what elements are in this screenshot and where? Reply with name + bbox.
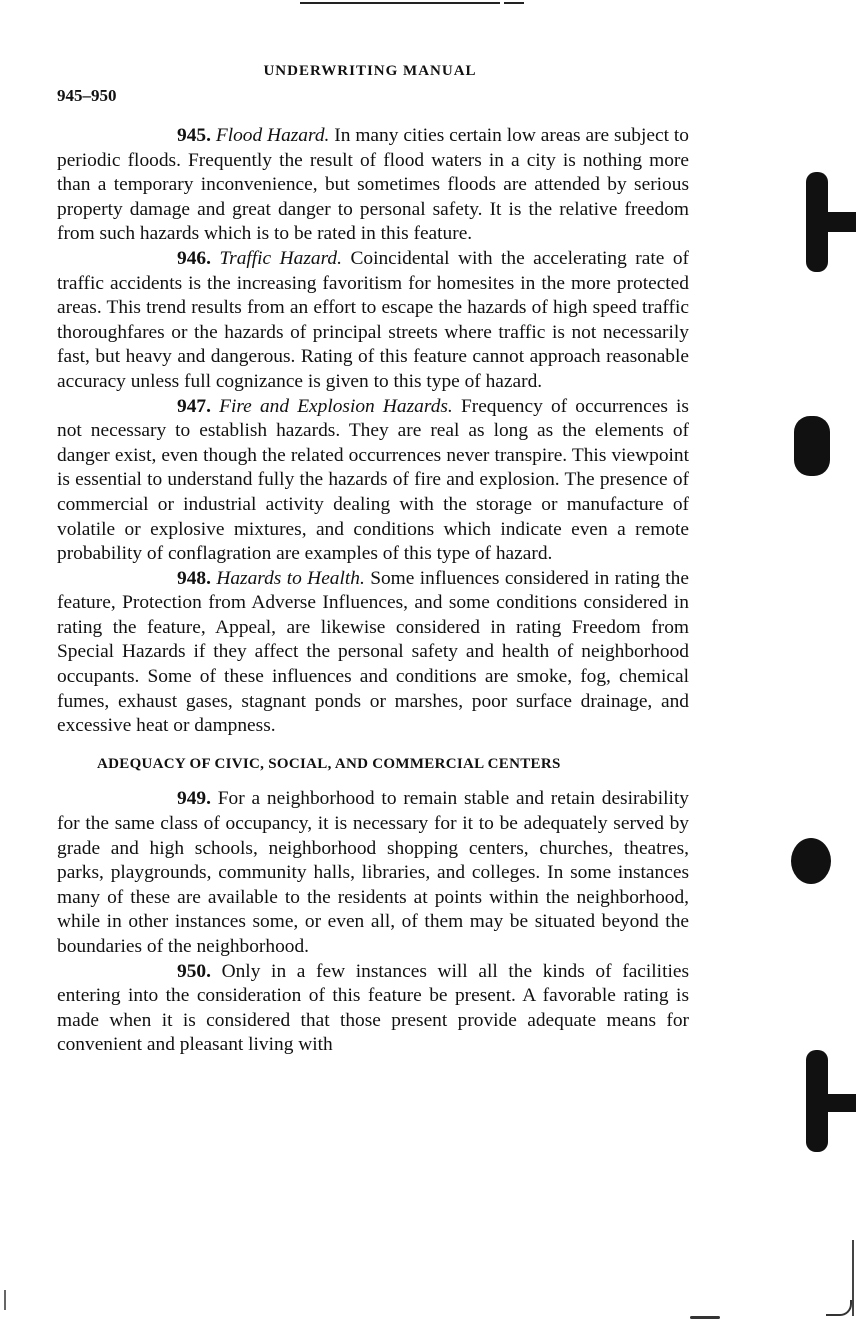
scan-artifact <box>690 1316 720 1319</box>
top-rule-short <box>504 2 524 4</box>
binder-mark <box>806 1050 828 1152</box>
paragraph-number: 949. <box>177 788 211 810</box>
paragraph-body: In many cities certain low areas are subject to periodic floods. Frequently the result of flood waters in a city is nothing more than a temporary inconvenience, but sometimes floods are attended by serious property damage and great danger to personal safety. It is the relative freedom from such hazards which is to be rated in this feature. <box>57 125 689 245</box>
section-heading: ADEQUACY OF CIVIC, SOCIAL, AND COMMERCIAL CENTERS <box>97 755 561 772</box>
binder-hole <box>794 416 830 476</box>
paragraph-948 <box>57 567 689 739</box>
paragraph-number: 946. <box>177 247 211 269</box>
paragraph-number: 948. <box>177 567 211 589</box>
paragraph-body: Frequency of occurrences is not necessary to establish hazards. They are real as long as the elements of danger exist, even though the related occurrences never transpire. This viewpoint is essential to understand fully the hazards of fire and explosion. The presence of commercial or industrial activity dealing with the storage or manufacture of volatile or explosive mixtures, and conditions which indicate even a remote probability of conflagration are examples of this type of hazard. <box>57 395 689 565</box>
paragraph-946 <box>57 247 689 395</box>
body-text <box>57 124 689 1058</box>
paragraph-number: 947. <box>177 395 211 417</box>
paragraph-body: Only in a few instances will all the kinds of facilities entering into the consideration of this feature be present. A favorable rating is made when it is considered that those present provide adequate means for convenient and pleasant living with <box>57 960 689 1056</box>
page-corner <box>826 1300 852 1316</box>
paragraph-title: Traffic Hazard. <box>219 247 342 269</box>
paragraph-body: Some influences considered in rating the feature, Protection from Adverse Influences, and some conditions considered in rating the feature, Appeal, are likewise considered in rating Freedom from Special Hazards if they affect the personal safety and health of neighborhood occupants. Some of these influences and conditions are smoke, fog, chemical fumes, exhaust gases, stagnant ponds or marshes, poor surface drainage, and excessive heat or dampness. <box>57 567 689 737</box>
binder-mark-tab <box>826 1094 856 1112</box>
binder-mark <box>806 172 828 272</box>
page-range: 945–950 <box>57 86 117 105</box>
paragraph-950 <box>57 960 689 1058</box>
paragraph-title: Flood Hazard. <box>215 125 330 146</box>
top-rule <box>300 2 500 4</box>
paragraph-body: For a neighborhood to remain stable and retain desirability for the same class of occupancy, it is necessary for it to be adequately served by grade and high schools, neighborhood shopping centers, churches, theatres, parks, playgrounds, community halls, libraries, and colleges. In some instances many of these are available to the residents at points within the neighborhood, while in other instances some, or even all, of them may be situated beyond the boundaries of the neighborhood. <box>57 788 689 957</box>
paragraph-title: Hazards to Health. <box>216 567 365 589</box>
page-edge <box>852 1240 854 1316</box>
paragraph-945 <box>57 124 689 247</box>
paragraph-title: Fire and Explosion Hazards. <box>219 395 453 417</box>
paragraph-949 <box>57 787 689 959</box>
paragraph-number: 945. <box>177 125 211 146</box>
paragraph-number: 950. <box>177 960 211 982</box>
binder-hole <box>791 838 831 884</box>
scan-artifact <box>4 1290 6 1310</box>
binder-mark-tab <box>826 212 856 232</box>
paragraph-947 <box>57 395 689 567</box>
running-head: UNDERWRITING MANUAL <box>263 63 477 79</box>
paragraph-body: Coincidental with the accelerating rate of traffic accidents is the increasing favoritism for homesites in the more protected areas. This trend results from an effort to escape the hazards of high speed traffic thoroughfares or the hazards of principal streets where traffic is not necessarily fast, but heavy and dangerous. Rating of this feature cannot approach reasonable accuracy unless full cognizance is given to this type of hazard. <box>57 247 690 392</box>
